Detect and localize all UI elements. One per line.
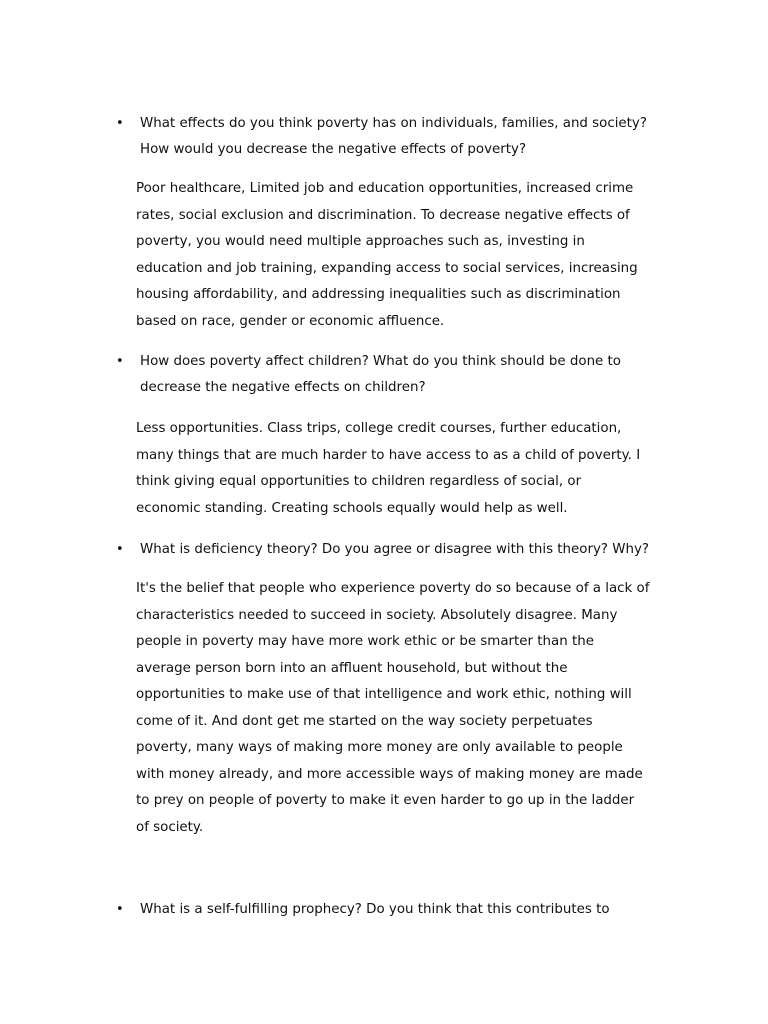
answer-line: many things that are much harder to have access to as a child of poverty. I [136, 447, 641, 463]
bullet-icon: • [116, 116, 124, 131]
question-text [140, 897, 696, 923]
answer-line: come of it. And dont get me started on the way society perpetuates [136, 713, 593, 729]
bullet-icon: • [116, 354, 124, 369]
answer-line: economic standing. Creating schools equally would help as well. [136, 500, 568, 516]
question-line: How would you decrease the negative effects of poverty? [140, 142, 527, 157]
answer-line: rates, social exclusion and discrimination. To decrease negative effects of [136, 207, 630, 223]
answer-line: characteristics needed to succeed in society. Absolutely disagree. Many [136, 607, 618, 623]
answer-line: think giving equal opportunities to children regardless of social, or [136, 474, 582, 489]
question-line: How does poverty affect children? What do you think should be done to [140, 354, 621, 369]
question-line: What is deficiency theory? Do you agree or disagree with this theory? Why? [140, 542, 650, 557]
question-line: What effects do you think poverty has on individuals, families, and society? [140, 116, 647, 131]
answer-line: people in poverty may have more work ethic or be smarter than the [136, 634, 594, 649]
question-text [140, 111, 696, 163]
answer-paragraph [136, 176, 696, 335]
bullet-icon: • [116, 542, 124, 557]
answer-line: Poor healthcare, Limited job and education opportunities, increased crime [136, 181, 634, 196]
answer-line: to prey on people of poverty to make it even harder to go up in the ladder [136, 793, 635, 808]
answer-line: housing affordability, and addressing inequalities such as discrimination [136, 287, 621, 302]
question-line: decrease the negative effects on children? [140, 380, 426, 395]
answer-line: Less opportunities. Class trips, college credit courses, further education, [136, 421, 622, 436]
answer-line: It's the belief that people who experience poverty do so because of a lack of [136, 581, 650, 596]
answer-line: poverty, many ways of making more money are only available to people [136, 740, 623, 755]
question-line: What is a self-fulfilling prophecy? Do you think that this contributes to [140, 902, 610, 917]
answer-line: of society. [136, 819, 204, 835]
answer-line: based on race, gender or economic affluence. [136, 313, 445, 329]
question-text [140, 537, 696, 563]
question-text [140, 349, 696, 401]
answer-line: average person born into an affluent household, but without the [136, 660, 568, 676]
answer-paragraph [136, 576, 696, 841]
answer-line: with money already, and more accessible ways of making money are made [136, 766, 643, 782]
answer-line: opportunities to make use of that intelligence and work ethic, nothing will [136, 687, 632, 702]
answer-paragraph [136, 416, 696, 522]
bullet-icon: • [116, 902, 124, 917]
answer-line: poverty, you would need multiple approaches such as, investing in [136, 234, 585, 249]
answer-line: education and job training, expanding access to social services, increasing [136, 260, 638, 276]
